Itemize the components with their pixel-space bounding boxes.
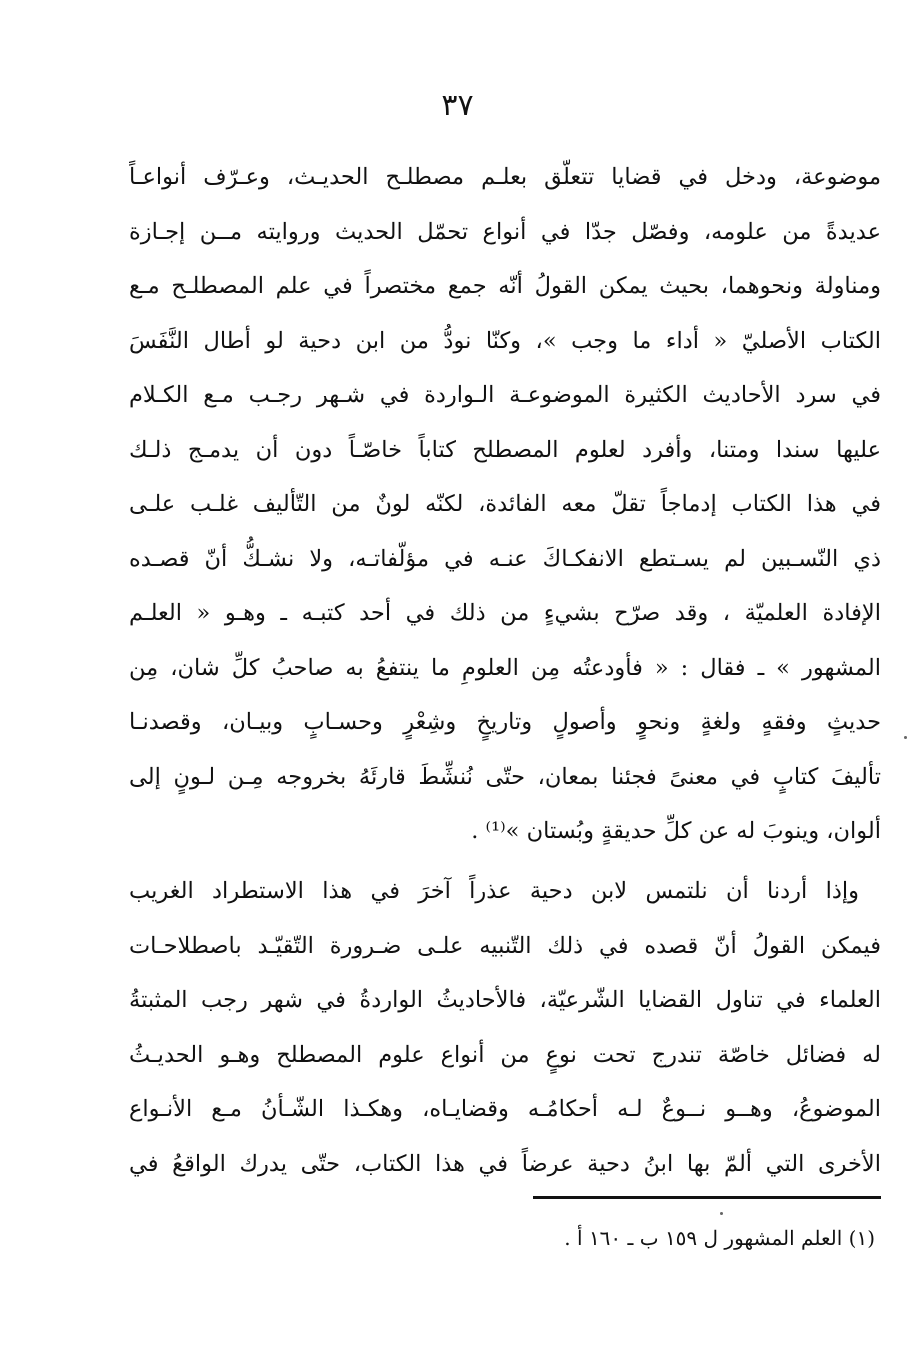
- text-line: وإذا أردنا أن نلتمس لابن دحية عذراً آخرَ في هذا الاستطراد الغريب: [129, 878, 859, 904]
- footnote-divider: [533, 1196, 881, 1199]
- footnote: (١) العلم المشهور ل ١٥٩ ب ـ ١٦٠ أ .: [564, 1226, 875, 1250]
- scan-speck: [904, 736, 907, 739]
- text-line: له فضائل خاصّة تندرج تحت نوعٍ من أنواع علوم المصطلح وهـو الحديـثُ: [129, 1041, 881, 1068]
- page-number: ٣٧: [441, 88, 474, 123]
- text-line: في هذا الكتاب إدماجاً تقلّ معه الفائدة، لكنّه لونٌ من التّأليف غلـب علـى: [129, 491, 881, 517]
- text-line: عديدةً من علومه، وفصّل جدّا في أنواع تحمّل الحديث وروايته مــن إجـازة: [129, 218, 881, 245]
- text-line: الأخرى التي ألمّ بها ابنُ دحية عرضاً في هذا الكتاب، حتّى يدرك الواقعُ في: [129, 1150, 881, 1177]
- scan-speck: [720, 1212, 723, 1215]
- text-line: المشهور » ـ فقال : « فأودعتُه مِن العلومِ ما ينتفعُ به صاحبُ كلِّ شان، مِن: [129, 654, 881, 681]
- text-line: الكتاب الأصليّ « أداء ما وجب »، وكنّا نودُّ من ابن دحية لو أطال النَّفَسَ: [129, 327, 881, 354]
- text-line: في سرد الأحاديث الكثيرة الموضوعـة الـواردة في شـهر رجـب مـع الكـلام: [129, 382, 881, 408]
- text-line: تأليفَ كتابٍ في معنىً فجئنا بمعان، حتّى نُنشِّطَ قارئَهُ بخروجه مِـن لـونٍ إلى: [129, 763, 881, 790]
- text-line: الموضوعُ، وهــو نــوعٌ لـه أحكامُـه وقضايـاه، وهكـذا الشّـأنُ مـع الأنـواع: [129, 1096, 881, 1122]
- text-line: حديثٍ وفقهٍ ولغةٍ ونحوٍ وأصولٍ وتاريخٍ وشِعْرٍ وحسـابٍ وبيـان، وقصدنـا: [129, 709, 881, 735]
- paragraph-1: [129, 150, 881, 859]
- text-line: موضوعة، ودخل في قضايا تتعلّق بعلـم مصطلـح الحديـث، وعـرّف أنواعـاً: [129, 164, 881, 190]
- text-line: ومناولة ونحوهما، بحيث يمكن القولُ أنّه جمع مختصراً في علم المصطلـح مـع: [129, 273, 881, 299]
- text-line: فيمكن القولُ أنّ قصده في ذلك التّنبيه علـى ضـرورة التّقيّـد باصطلاحـات: [129, 932, 881, 959]
- text-line: الإفادة العلميّة ، وقد صرّح بشيءٍ من ذلك في أحد كتبـه ـ وهـو « العلـم: [129, 600, 881, 626]
- text-line: عليها سندا ومتنا، وأفرد لعلوم المصطلح كتاباً خاصّـاً دون أن يدمـج ذلـك: [129, 436, 881, 463]
- text-line: ألوان، وينوبَ له عن كلِّ حديقةٍ وبُستان »⁽¹⁾ .: [471, 818, 881, 844]
- paragraph-2: [129, 864, 881, 1191]
- text-line: ذي النّسـبين لم يسـتطع الانفكـاكَ عنـه في مؤلّفاتـه، ولا نشـكُّ أنّ قصـده: [129, 545, 881, 572]
- text-line: العلماء في تناول القضايا الشّرعيّة، فالأحاديثُ الواردةُ في شهر رجب المثبتةُ: [129, 987, 881, 1013]
